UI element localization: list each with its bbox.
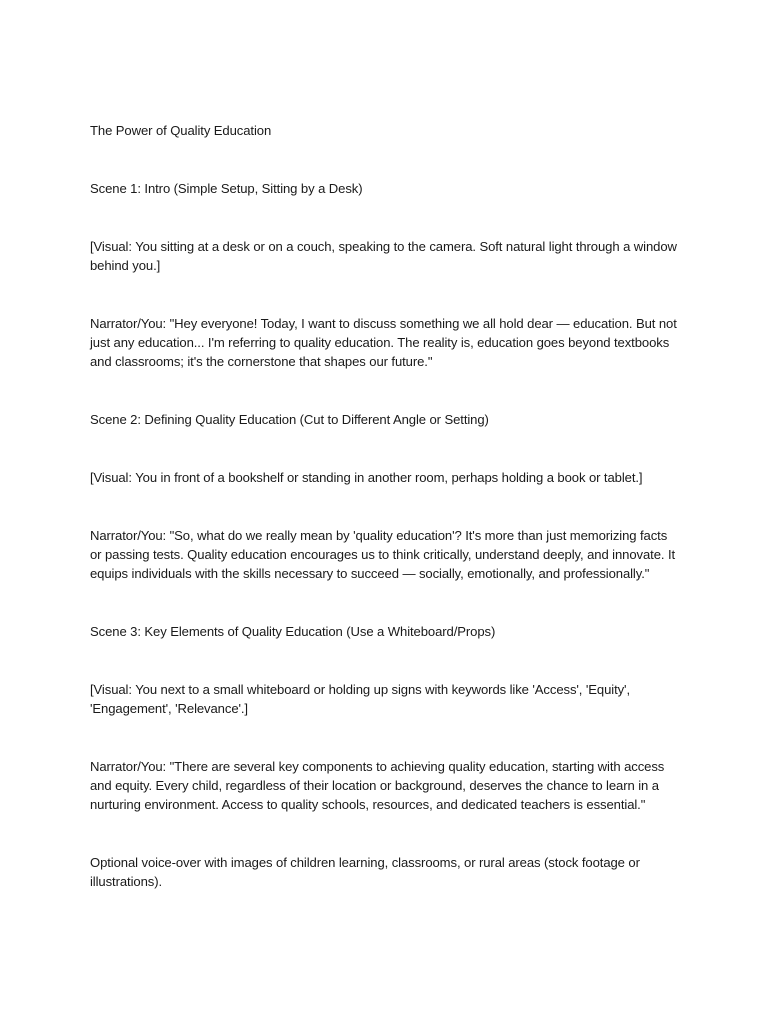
scene-1-heading: Scene 1: Intro (Simple Setup, Sitting by a Desk) xyxy=(90,181,363,196)
scene-3-narration: Narrator/You: "There are several key components to achieving quality education, starting with access and equity. Every child, regardless of their location or background, deserves the chance to learn in a nurturing environment. Access to quality schools, resources, and dedicated teachers is essential." xyxy=(90,759,665,812)
scene-2-narration: Narrator/You: "So, what do we really mean by 'quality education'? It's more than just memorizing facts or passing tests. Quality education encourages us to think critically, understand deeply, and innovate. It equips individuals with the skills necessary to succeed — socially, emotionally, and professionally." xyxy=(90,528,676,581)
optional-voiceover-note: Optional voice-over with images of children learning, classrooms, or rural areas (stock footage or illustrations). xyxy=(90,855,640,889)
scene-3-visual: [Visual: You next to a small whiteboard or holding up signs with keywords like 'Access', 'Equity', 'Engagement', 'Relevance'.] xyxy=(90,682,630,716)
document-body xyxy=(90,121,682,891)
document-title: The Power of Quality Education xyxy=(90,123,272,138)
scene-2-heading: Scene 2: Defining Quality Education (Cut to Different Angle or Setting) xyxy=(90,412,489,427)
scene-1-narration: Narrator/You: "Hey everyone! Today, I want to discuss something we all hold dear — education. But not just any education... I'm referring to quality education. The reality is, education goes beyond textbooks and classrooms; it's the cornerstone that shapes our future." xyxy=(90,316,677,369)
scene-3-heading: Scene 3: Key Elements of Quality Education (Use a Whiteboard/Props) xyxy=(90,624,496,639)
scene-2-visual: [Visual: You in front of a bookshelf or standing in another room, perhaps holding a book or tablet.] xyxy=(90,470,643,485)
scene-1-visual: [Visual: You sitting at a desk or on a couch, speaking to the camera. Soft natural light through a window behind you.] xyxy=(90,239,677,273)
